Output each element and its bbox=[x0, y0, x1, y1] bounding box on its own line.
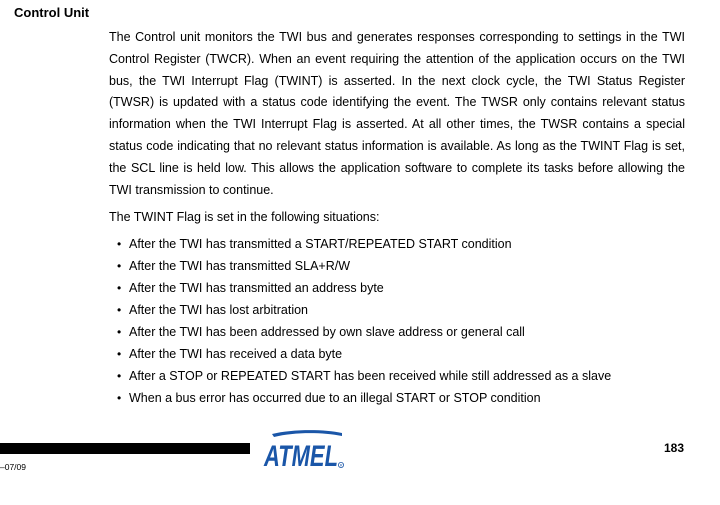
list-item bbox=[109, 387, 685, 409]
logo-shape bbox=[263, 430, 342, 470]
list-item-text: After a STOP or REPEATED START has been received while still addressed as a slave bbox=[129, 369, 612, 384]
list-item bbox=[109, 365, 685, 387]
situations-list bbox=[109, 233, 685, 409]
atmel-logo bbox=[262, 430, 346, 470]
list-item-text: After the TWI has transmitted an address byte bbox=[129, 281, 384, 296]
document-revision: –07/09 bbox=[0, 462, 26, 472]
list-item-text: After the TWI has transmitted SLA+R/W bbox=[129, 259, 351, 274]
bullet-icon: • bbox=[117, 347, 122, 362]
registered-mark-letter: R bbox=[339, 463, 343, 468]
footer-bar bbox=[0, 443, 250, 454]
list-item-text: When a bus error has occurred due to an illegal START or STOP condition bbox=[129, 391, 541, 406]
bullet-icon: • bbox=[117, 303, 122, 318]
list-item bbox=[109, 233, 685, 255]
list-item-text: After the TWI has transmitted a START/REPEATED START condition bbox=[129, 237, 512, 252]
bullet-icon: • bbox=[117, 391, 122, 406]
bullet-icon: • bbox=[117, 369, 122, 384]
list-item bbox=[109, 277, 685, 299]
description-paragraph: The Control unit monitors the TWI bus and generates responses corresponding to settings in the TWI Control Register (TWCR). When an event requiring the attention of the application occurs on the TWI bus, the TWI Interrupt Flag (TWINT) is asserted. In the next clock cycle, the TWI Status Register (TWSR) is updated with a status code identifying the event. The TWSR only contains relevant status information when the TWI Interrupt Flag is asserted. At all other times, the TWSR contains a special status code indicating that no relevant status information is available. As long as the TWINT Flag is set, the SCL line is held low. This allows the application software to complete its tasks before allowing the TWI transmission to continue. bbox=[109, 30, 685, 197]
list-item bbox=[109, 299, 685, 321]
page-number: 183 bbox=[663, 441, 684, 455]
bullet-icon: • bbox=[117, 325, 122, 340]
list-item bbox=[109, 343, 685, 365]
list-item bbox=[109, 255, 685, 277]
list-item bbox=[109, 321, 685, 343]
section-body bbox=[109, 27, 685, 409]
list-item-text: After the TWI has received a data byte bbox=[129, 347, 343, 362]
logo-wordmark: ATMEL bbox=[263, 440, 338, 470]
list-item-text: After the TWI has been addressed by own slave address or general call bbox=[129, 325, 525, 340]
bullet-icon: • bbox=[117, 237, 122, 252]
list-item-text: After the TWI has lost arbitration bbox=[129, 303, 309, 318]
situations-intro: The TWINT Flag is set in the following situations: bbox=[109, 210, 380, 225]
bullet-icon: • bbox=[117, 281, 122, 296]
bullet-icon: • bbox=[117, 259, 122, 274]
section-heading: Control Unit bbox=[14, 5, 90, 20]
logo-swoosh bbox=[272, 430, 342, 437]
